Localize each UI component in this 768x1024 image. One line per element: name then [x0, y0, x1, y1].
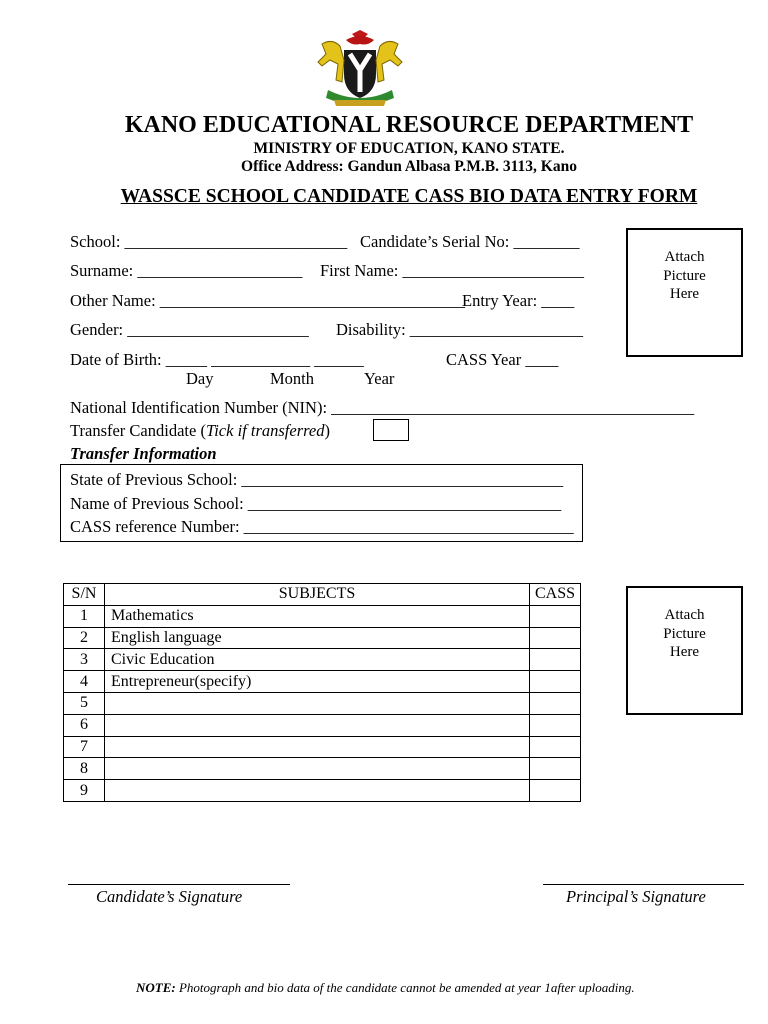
- nin-field[interactable]: National Identification Number (NIN): ____________________________________________: [70, 398, 695, 417]
- transfer-label-hint: Tick if transferred: [205, 421, 325, 440]
- dob-month-label: Month: [270, 369, 315, 388]
- table-row: [64, 627, 581, 649]
- candidate-signature-label: Candidate’s Signature: [96, 887, 243, 906]
- row-subject[interactable]: [105, 758, 530, 780]
- row-subject: Civic Education: [105, 649, 530, 671]
- row-cass-cell[interactable]: [530, 649, 581, 671]
- cass-reference-field[interactable]: CASS reference Number: ________________________________________: [70, 517, 574, 536]
- table-header-row: [64, 584, 581, 606]
- row-subject: Entrepreneur(specify): [105, 671, 530, 693]
- table-row: [64, 692, 581, 714]
- table-row: [64, 736, 581, 758]
- row-cass-cell[interactable]: [530, 758, 581, 780]
- row-cass-cell[interactable]: [530, 627, 581, 649]
- row-sn: 6: [64, 714, 105, 736]
- transfer-tick-checkbox[interactable]: [373, 419, 409, 441]
- row-subject: English language: [105, 627, 530, 649]
- table-row: [64, 649, 581, 671]
- previous-school-name-field[interactable]: Name of Previous School: ______________________________________: [70, 494, 562, 513]
- table-row: [64, 714, 581, 736]
- row-cass-cell[interactable]: [530, 736, 581, 758]
- other-name-field[interactable]: Other Name: _____________________________________: [70, 291, 466, 310]
- transfer-info-heading: Transfer Information: [70, 444, 217, 463]
- row-sn: 2: [64, 627, 105, 649]
- transfer-candidate-label: [70, 421, 330, 441]
- table-row: [64, 671, 581, 693]
- form-title: WASSCE SCHOOL CANDIDATE CASS BIO DATA ENTRY FORM: [120, 186, 698, 207]
- row-subject[interactable]: [105, 736, 530, 758]
- candidate-signature-line[interactable]: [68, 884, 290, 885]
- date-of-birth-field[interactable]: Date of Birth: _____ ____________ ______: [70, 350, 364, 369]
- office-address: Office Address: Gandun Albasa P.M.B. 3113, Kano: [241, 158, 577, 175]
- first-name-field[interactable]: First Name: ______________________: [320, 261, 584, 280]
- header-subjects: SUBJECTS: [105, 584, 530, 606]
- row-cass-cell[interactable]: [530, 671, 581, 693]
- photo-attach-label-2: Attach Picture Here: [663, 607, 706, 660]
- header-cass: CASS: [530, 584, 581, 606]
- table-row: [64, 758, 581, 780]
- row-subject[interactable]: [105, 780, 530, 802]
- surname-field[interactable]: Surname: ____________________: [70, 261, 303, 280]
- dob-year-label: Year: [364, 369, 395, 388]
- row-sn: 9: [64, 780, 105, 802]
- transfer-label-suffix: ): [324, 421, 331, 440]
- row-sn: 7: [64, 736, 105, 758]
- department-title: KANO EDUCATIONAL RESOURCE DEPARTMENT: [124, 112, 694, 138]
- row-cass-cell[interactable]: [530, 714, 581, 736]
- principal-signature-line[interactable]: [543, 884, 744, 885]
- coat-of-arms-logo: [308, 30, 412, 108]
- principal-signature-label: Principal’s Signature: [566, 887, 706, 906]
- note-text: Photograph and bio data of the candidate cannot be amended at year 1after uploading.: [175, 980, 635, 995]
- note-label: NOTE:: [136, 980, 176, 995]
- row-subject[interactable]: [105, 692, 530, 714]
- row-sn: 8: [64, 758, 105, 780]
- disability-field[interactable]: Disability: _____________________: [336, 320, 584, 339]
- row-subject[interactable]: [105, 714, 530, 736]
- table-row: [64, 605, 581, 627]
- row-cass-cell[interactable]: [530, 605, 581, 627]
- ministry-line: MINISTRY OF EDUCATION, KANO STATE.: [253, 140, 565, 157]
- candidate-serial-field[interactable]: Candidate’s Serial No: ________: [360, 232, 580, 251]
- previous-school-state-field[interactable]: State of Previous School: _______________________________________: [70, 470, 564, 489]
- photo-attach-label: Attach Picture Here: [663, 249, 706, 302]
- row-subject: Mathematics: [105, 605, 530, 627]
- subjects-table: [63, 583, 581, 802]
- footer-note: [136, 980, 635, 996]
- table-row: [64, 780, 581, 802]
- row-sn: 1: [64, 605, 105, 627]
- header-sn: S/N: [64, 584, 105, 606]
- photo-attach-box-2[interactable]: [626, 586, 743, 715]
- entry-year-field[interactable]: Entry Year: ____: [462, 291, 575, 310]
- cass-year-field[interactable]: CASS Year ____: [446, 350, 559, 369]
- gender-field[interactable]: Gender: ______________________: [70, 320, 309, 339]
- row-cass-cell[interactable]: [530, 692, 581, 714]
- row-cass-cell[interactable]: [530, 780, 581, 802]
- transfer-label-prefix: Transfer Candidate (: [70, 421, 206, 440]
- row-sn: 5: [64, 692, 105, 714]
- row-sn: 4: [64, 671, 105, 693]
- photo-attach-box[interactable]: [626, 228, 743, 357]
- dob-day-label: Day: [186, 369, 214, 388]
- school-field[interactable]: School: ___________________________: [70, 232, 348, 251]
- row-sn: 3: [64, 649, 105, 671]
